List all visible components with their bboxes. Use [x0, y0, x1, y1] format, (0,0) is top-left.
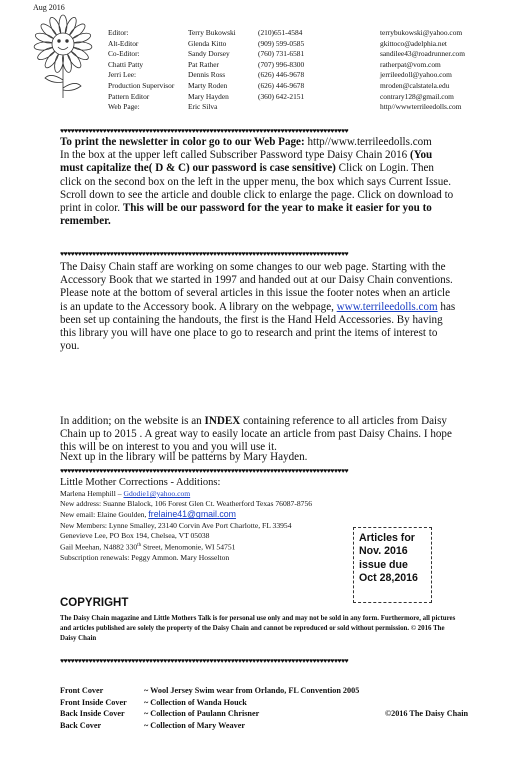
staff-name: Dennis Ross — [188, 70, 226, 80]
correction-line: New address: Suanne Blalock, 106 Forest Glen Ct. Weatherford Texas 76087-8756 — [60, 499, 313, 509]
staff-row — [108, 28, 498, 39]
cover-credits — [60, 685, 500, 731]
staff-phone: (626) 446-9678 — [258, 70, 305, 80]
password-reminder: This will be our password for the year to make it easier for you to remember. — [60, 202, 432, 228]
correction-line: New Members: Lynne Smalley, 23140 Corvin Ave Port Charlotte, FL 33954 — [60, 520, 292, 530]
cover-row — [60, 708, 500, 720]
staff-row — [108, 39, 498, 50]
staff-email[interactable]: http//wwwterrileedolls.com — [380, 102, 462, 112]
staff-name: Terry Bukowski — [188, 28, 236, 37]
staff-name: Glenda Kitto — [188, 38, 227, 48]
heart-divider: ♥♥♥♥♥♥♥♥♥♥♥♥♥♥♥♥♥♥♥♥♥♥♥♥♥♥♥♥♥♥♥♥♥♥♥♥♥♥♥♥♥♥♥♥♥♥♥♥♥♥♥♥♥♥♥♥♥♥♥♥♥♥♥♥♥♥♥♥♥♥♥♥♥♥♥♥♥♥♥♥♥ — [60, 127, 349, 135]
staff-row — [108, 70, 498, 81]
print-instructions: To print the newsletter in color go to our Web Page: http//www.terrileedolls.com In the box at the upper left called Subscriber Password type Daisy Chain 2016 (You must capitalize the( D & C) our password is case sensitive) Click on Login. Then click on the second box on the left in the upper menu, the box which says Current Issue. Scroll down to see the article and double click to enlarge the page. Click on download to print in color. This will be our password for the year to make it easier for you to remember. — [60, 136, 454, 228]
staff-email[interactable]: sandilee43@roadrunner.com — [380, 49, 465, 59]
staff-phone: (909) 599-0585 — [258, 38, 305, 48]
email-link[interactable]: Gdodie1@yahoo.com — [123, 489, 191, 498]
correction-line: New email: Elaine Goulden, frelaine41@gmail.com — [60, 509, 237, 520]
staff-row — [108, 60, 498, 71]
staff-role: Editor: — [108, 28, 129, 37]
staff-phone: (210)651-4584 — [258, 28, 303, 37]
cover-value: ~ Collection of Mary Weaver — [144, 720, 245, 730]
staff-row — [108, 81, 498, 92]
corrections-title: Little Mother Corrections - Additions: — [60, 477, 221, 488]
issue-date: Aug 2016 — [33, 3, 65, 12]
correction-line: Genevieve Lee, PO Box 194, Chelsea, VT 05038 — [60, 530, 210, 540]
index-paragraph: In addition; on the website is an INDEX containing reference to all articles from Daisy Chain up to 2015 . A great way to easily locate an article from past Daisy Chains. I hope this will be on interest to you and you will use it. — [60, 415, 452, 454]
cover-value: ~ Collection of Paulann Chrisner — [144, 709, 260, 718]
index-word: INDEX — [204, 415, 241, 427]
library-paragraph: The Daisy Chain staff are working on some changes to our web page. Starting with the Accessory Book that we started in 1997 and handed out at our Daisy Chain conventions. Please note at the bottom of several articles in this issue the footer notes when an article is an update to the Accessory book. A library on the webpage, www.terrileedolls.com has been set up containing the handouts, the first is the Hand Held Accessories. By having this library you will have one place to go to research and print the items of interest to you. — [60, 261, 456, 353]
staff-phone: (360) 642-2151 — [258, 91, 305, 101]
library-link[interactable]: www.terrileedolls.com — [336, 300, 438, 313]
cover-label: Back Inside Cover — [60, 709, 125, 718]
correction-line: Subscription renewals: Peggy Ammon. Mary Hosselton — [60, 552, 230, 562]
staff-name: Mary Hayden — [188, 91, 229, 101]
staff-row — [108, 49, 498, 60]
staff-email[interactable]: gkittoco@adelphia.net — [380, 38, 447, 48]
correction-line: Gail Meehan, N4882 330th Street, Menomonie, WI 54751 — [60, 542, 236, 552]
cover-value: ~ Wool Jersey Swim wear from Orlando, FL Convention 2005 — [144, 686, 360, 695]
cover-label: Front Cover — [60, 686, 104, 695]
heart-divider: ♥♥♥♥♥♥♥♥♥♥♥♥♥♥♥♥♥♥♥♥♥♥♥♥♥♥♥♥♥♥♥♥♥♥♥♥♥♥♥♥♥♥♥♥♥♥♥♥♥♥♥♥♥♥♥♥♥♥♥♥♥♥♥♥♥♥♥♥♥♥♥♥♥♥♥♥♥♥♥♥♥ — [60, 467, 349, 475]
staff-email[interactable]: contrary128@gmail.com — [380, 91, 454, 101]
staff-role: Co-Editor: — [108, 49, 140, 59]
staff-role: Web Page: — [108, 102, 140, 112]
deadline-box: Articles for Nov. 2016 issue due Oct 28,2016 — [353, 527, 432, 603]
staff-name: Eric Silva — [188, 102, 218, 112]
next-up-paragraph: Next up in the library will be patterns by Mary Hayden. — [60, 451, 308, 463]
staff-row — [108, 92, 498, 103]
password-note: (You must capitalize the( D & C) our password is case sensitive) — [60, 149, 433, 175]
staff-name: Sandy Dorsey — [188, 49, 230, 59]
staff-name: Pat Rather — [188, 59, 219, 69]
footer-copyright: ©2016 The Daisy Chain — [385, 709, 469, 718]
staff-role: Jerri Lee: — [108, 70, 137, 80]
copyright-heading: COPYRIGHT — [60, 597, 129, 609]
cover-value: ~ Collection of Wanda Houck — [144, 697, 247, 707]
staff-role: Alt-Editor — [108, 38, 139, 48]
heart-divider: ♥♥♥♥♥♥♥♥♥♥♥♥♥♥♥♥♥♥♥♥♥♥♥♥♥♥♥♥♥♥♥♥♥♥♥♥♥♥♥♥♥♥♥♥♥♥♥♥♥♥♥♥♥♥♥♥♥♥♥♥♥♥♥♥♥♥♥♥♥♥♥♥♥♥♥♥♥♥♥♥♥ — [60, 657, 349, 665]
staff-row — [108, 102, 498, 113]
web-url-text: http//www.terrileedolls.com — [304, 136, 432, 148]
email-link[interactable]: frelaine41@gmail.com — [148, 509, 237, 520]
staff-role: Chatti Patty — [108, 59, 144, 69]
cover-label: Back Cover — [60, 720, 102, 730]
staff-email[interactable]: jerrileedoll@yahoo.com — [380, 70, 452, 80]
daisy-flower-logo — [27, 14, 99, 100]
cover-row — [60, 697, 500, 709]
staff-phone: (707) 996-8300 — [258, 59, 305, 69]
staff-phone: (626) 446-9678 — [258, 80, 305, 90]
staff-email[interactable]: terrybukowski@yahoo.com — [380, 28, 463, 37]
cover-label: Front Inside Cover — [60, 697, 127, 707]
cover-row — [60, 720, 500, 732]
correction-line: Marlena Hemphill – Gdodie1@yahoo.com — [60, 489, 191, 498]
heart-divider: ♥♥♥♥♥♥♥♥♥♥♥♥♥♥♥♥♥♥♥♥♥♥♥♥♥♥♥♥♥♥♥♥♥♥♥♥♥♥♥♥♥♥♥♥♥♥♥♥♥♥♥♥♥♥♥♥♥♥♥♥♥♥♥♥♥♥♥♥♥♥♥♥♥♥♥♥♥♥♥♥♥ — [60, 250, 349, 258]
copyright-text: The Daisy Chain magazine and Little Mothers Talk is for personal use only and may not be sold in any form. Furthermore, all pictures and articles published are solely the property of the Daisy Chain and cannot be reproduced or sold without permission. © 2016 The Daisy Chain — [60, 615, 456, 643]
staff-directory — [108, 28, 498, 113]
staff-email[interactable]: ratherpat@vom.com — [380, 59, 441, 69]
cover-row — [60, 685, 500, 697]
print-lead: To print the newsletter in color go to our Web Page: — [60, 136, 305, 148]
staff-role: Pattern Editor — [108, 91, 150, 101]
staff-phone: (760) 731-6581 — [258, 49, 305, 59]
corrections-section — [60, 477, 345, 563]
staff-email[interactable]: mroden@calstatela.edu — [380, 80, 450, 90]
staff-role: Production Supervisor — [108, 80, 175, 90]
staff-name: Marty Roden — [188, 80, 228, 90]
